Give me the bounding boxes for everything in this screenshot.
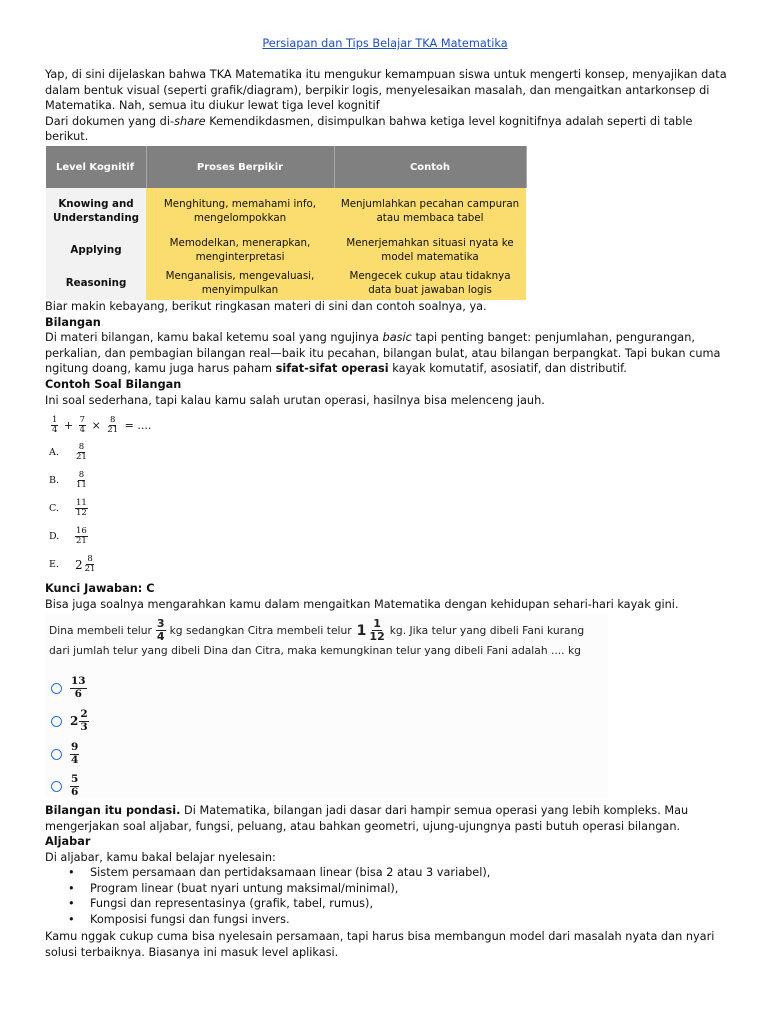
section-heading-aljabar: Aljabar (45, 835, 91, 849)
radio-button[interactable] (51, 683, 62, 694)
list-item: • Sistem persamaan dan pertidaksamaan linear (bisa 2 atau 3 variabel), (90, 865, 490, 881)
section-heading-contoh: Contoh Soal Bilangan (45, 377, 182, 391)
table-row (46, 233, 526, 266)
radio-choice[interactable]: $\frac{5}{6}$ (51, 774, 79, 798)
radio-button[interactable] (51, 749, 62, 760)
list-item: • Fungsi dan representasinya (grafik, tabel, rumus), (90, 896, 490, 912)
question-image (45, 614, 608, 798)
section-heading-bilangan: Bilangan (45, 315, 101, 329)
table-header: Contoh (334, 146, 526, 188)
radio-button[interactable] (51, 716, 62, 727)
aljabar-topic-list (45, 865, 490, 927)
kunci-section: Kunci Jawaban: C Bisa juga soalnya mengarahkan kamu dalam mengaitkan Matematika dengan kehidupan sehari-hari kayak gini. (45, 582, 679, 611)
table-header: Proses Berpikir (146, 146, 334, 188)
question-text: dari jumlah telur yang dibeli Dina dan Citra, maka kemungkinan telur yang dibeli Fani adalah .... kg (49, 644, 581, 657)
list-item: • Program linear (buat nyari untung maksimal/minimal), (90, 881, 490, 897)
cognitive-level-table (46, 146, 527, 300)
question-text: Dina membeli telur $\frac{3}{4}$ kg sedangkan Citra membeli telur 1 $\frac{1}{12}$ kg. Jika telur yang dibeli Fani kurang (49, 617, 585, 643)
pondasi-aljabar-section: Bilangan itu pondasi. Di Matematika, bilangan jadi dasar dari hampir semua operasi yang lebih kompleks. Mau mengerjakan soal aljabar, fungsi, peluang, atau bahkan geometri, ujung-ujungnya pasti butuh operasi bilangan. Aljabar Di aljabar, kamu bakal belajar nyelesain: (45, 804, 689, 864)
table-cell-proses: Menganalisis, mengevaluasi, menyimpulkan (146, 266, 334, 300)
intro-paragraph: Yap, di sini dijelaskan bahwa TKA Matematika itu mengukur kemampuan siswa untuk mengerti konsep, menyajikan data dalam bentuk visual (seperti grafik/diagram), berpikir logis, menyelesaikan masalah, dan mengaitkan antarkonsep di Matematika. Nah, semua itu diukur lewat tiga level kognitif Dari dokumen yang di-share Kemendikdasmen, disimpulkan bahwa ketiga level kognitifnya adalah seperti di table berikut. (45, 68, 727, 144)
table-row (46, 266, 526, 300)
radio-choice[interactable]: $\frac{13}{6}$ (51, 676, 87, 700)
answer-option-a: A. $\frac{8}{21}$ (49, 442, 87, 462)
contoh-text: Ini soal sederhana, tapi kalau kamu salah urutan operasi, hasilnya bisa melenceng jauh. (45, 393, 545, 407)
table-cell-proses: Memodelkan, menerapkan, menginterpretasi (146, 233, 334, 266)
table-cell-level: Knowing and Understanding (46, 188, 146, 233)
answer-option-d: D. $\frac{16}{21}$ (49, 526, 87, 546)
answer-option-c: C. $\frac{11}{12}$ (49, 498, 87, 518)
table-cell-contoh: Menerjemahkan situasi nyata ke model matematika (334, 233, 526, 266)
table-row (46, 188, 526, 233)
bilangan-section: Biar makin kebayang, berikut ringkasan materi di sini dan contoh soalnya, ya. Bilangan Di materi bilangan, kamu bakal ketemu soal yang ngujinya basic tapi penting banget: penjumlahan, pengurangan, perkalian, dan pembagian bilangan real—baik itu pecahan, bilangan bulat, atau bilangan berpangkat. Tapi bukan cuma ngitung doang, kamu juga harus paham sifat-sifat operasi kayak komutatif, asosiatif, dan distributif. Contoh Soal Bilangan Ini soal sederhana, tapi kalau kamu salah urutan operasi, hasilnya bisa melenceng jauh. (45, 300, 721, 407)
table-cell-level: Reasoning (46, 266, 146, 300)
radio-choice[interactable]: $\frac{9}{4}$ (51, 742, 79, 766)
closing-paragraph: Kamu nggak cukup cuma bisa nyelesain persamaan, tapi harus bisa membangun model dari masalah nyata dan nyari solusi terbaiknya. Biasanya ini masuk level aplikasi. (45, 930, 715, 959)
answer-option-e: E. 2 $\frac{8}{21}$ (49, 554, 96, 574)
list-item: • Komposisi fungsi dan fungsi invers. (90, 912, 490, 928)
page-title[interactable]: Persiapan dan Tips Belajar TKA Matematika (262, 37, 508, 50)
table-cell-contoh: Mengecek cukup atau tidaknya data buat jawaban logis (334, 266, 526, 300)
radio-button[interactable] (51, 781, 62, 792)
table-cell-proses: Menghitung, memahami info, mengelompokkan (146, 188, 334, 233)
answer-option-b: B. $\frac{8}{11}$ (49, 470, 87, 490)
radio-choice[interactable]: 2 $\frac{2}{3}$ (51, 709, 89, 733)
math-equation: $\frac{1}{4}$ + $\frac{7}{4}$ × $\frac{8}{21}$ = .... (52, 415, 152, 435)
table-header: Level Kognitif (46, 146, 146, 188)
table-cell-contoh: Menjumlahkan pecahan campuran atau membaca tabel (334, 188, 526, 233)
table-cell-level: Applying (46, 233, 146, 266)
after-table-text: Biar makin kebayang, berikut ringkasan materi di sini dan contoh soalnya, ya. (45, 300, 487, 313)
answer-key: Kunci Jawaban: C (45, 582, 155, 595)
